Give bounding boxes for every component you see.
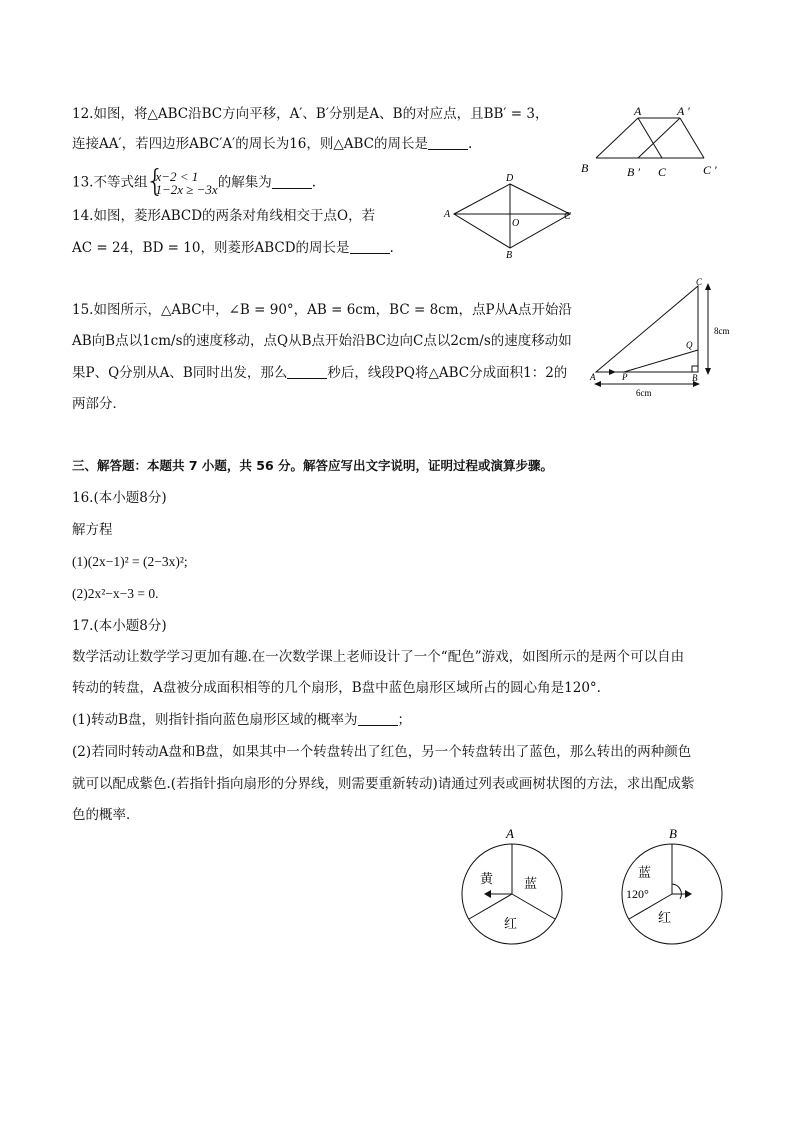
- q12-line2-text: 连接AA′，若四边形ABC′A′的周长为16，则△ABC的周长是: [72, 136, 429, 152]
- q12-line2: [72, 134, 472, 154]
- spinner-b-label: B: [669, 826, 677, 841]
- q17-para1: 数学活动让数学学习更加有趣.在一次数学课上老师设计了一个“配色”游戏，如图所示的是两个可以自由: [72, 649, 685, 665]
- q15-label-Q: Q: [686, 340, 693, 350]
- section-3-heading: 三、解答题：本题共 7 小题，共 56 分。解答应写出文字说明，证明过程或演算步骤。: [72, 458, 554, 473]
- q13-answer-blank[interactable]: [272, 174, 312, 189]
- spinner-a: [458, 824, 570, 948]
- q14-line1: 14.如图，菱形ABCD的两条对角线相交于点O，若: [72, 208, 376, 224]
- q16-title: 16.(本小题8分): [72, 490, 167, 506]
- q15-label-B: B: [692, 373, 698, 383]
- spinner-b: [612, 824, 724, 948]
- q14-answer-blank[interactable]: [350, 239, 390, 254]
- q15-label-A: A: [590, 372, 596, 382]
- spinner-b-sector-blue: 蓝: [638, 865, 652, 880]
- q14-label-O: O: [512, 218, 520, 229]
- q17-sub1-end: ；: [397, 712, 412, 728]
- q16-eq1: (1)(2x−1)² = (2−3x)²;: [72, 554, 188, 569]
- q15-line3-rest: 秒后，线段PQ将△ABC分成面积1：2的: [327, 365, 568, 381]
- q17-sub2-line3: 色的概率．: [72, 807, 140, 823]
- q14-line2: [72, 238, 394, 258]
- q12-label-A-prime: A ′: [677, 104, 690, 118]
- q13-suffix: 的解集为: [217, 174, 272, 191]
- spinner-a-sector-yellow: 黄: [480, 871, 494, 886]
- q12-figure: [578, 104, 728, 180]
- spinner-b-sector-red: 红: [658, 910, 672, 925]
- q16-instruction: 解方程: [72, 522, 113, 538]
- q17-sub1-text: (1)转动B盘，则指针指向蓝色扇形区域的概率为: [72, 712, 358, 728]
- spinner-a-sector-red: 红: [504, 916, 518, 931]
- q14-label-C: C: [564, 211, 571, 222]
- q14-figure: [440, 170, 580, 260]
- q15-line2: AB向B点以1cm/s的速度移动，点Q从B点开始沿BC边向C点以2cm/s的速度移动如: [72, 333, 572, 349]
- q17-sub2-line1: (2)若同时转动A盘和B盘，如果其中一个转盘转出了红色，另一个转盘转出了蓝色，那么转出的两种颜色: [72, 744, 692, 760]
- inequality-2: 1−2x ≥ −3x: [155, 182, 218, 197]
- q15-line1: 15.如图所示，△ABC中，∠B = 90°，AB = 6cm，BC = 8cm，点P从A点开始沿: [72, 302, 572, 318]
- q17-answer-blank[interactable]: [358, 711, 398, 726]
- q12-line2-end: .: [468, 136, 473, 152]
- q14-label-B: B: [506, 250, 513, 260]
- q15-figure: [588, 278, 748, 402]
- q13-end: .: [311, 174, 317, 191]
- q16-eq2: (2)2x²−x−3 = 0.: [72, 586, 159, 601]
- inequality-system: [145, 164, 218, 199]
- brace-icon: {: [145, 164, 165, 199]
- q15-line3-text: 果P、Q分别从A、B同时出发，那么: [72, 365, 288, 381]
- q12-label-A: A: [634, 104, 642, 118]
- q15-label-C: C: [696, 278, 703, 287]
- q15-label-P: P: [622, 372, 628, 382]
- q14-label-D: D: [506, 173, 514, 184]
- q12-label-B-prime: B ′: [627, 165, 640, 179]
- q14-label-A: A: [444, 209, 451, 220]
- q12-label-B: B: [581, 161, 589, 175]
- q12-answer-blank[interactable]: [428, 135, 468, 150]
- q14-line2-end: .: [389, 240, 394, 256]
- q12-line1: 12.如图，将△ABC沿BC方向平移，A′、B′分别是A、B的对应点，且BB′ = 3，: [72, 106, 549, 122]
- inequality-1: x−2 < 1: [155, 169, 199, 184]
- q17-title: 17.(本小题8分): [72, 618, 167, 634]
- q13-line: [72, 164, 317, 199]
- q15-line4: 两部分．: [72, 396, 126, 412]
- q17-para2: 转动的转盘，A盘被分成面积相等的几个扇形，B盘中蓝色扇形区域所占的圆心角是120°.: [72, 680, 601, 696]
- spinner-a-sector-blue: 蓝: [524, 876, 538, 891]
- spinner-a-label: A: [506, 826, 514, 841]
- q17-sub1: [72, 710, 411, 730]
- q12-label-C: C: [658, 165, 667, 179]
- q15-answer-blank[interactable]: [287, 364, 327, 379]
- spinner-b-angle-label: 120°: [626, 887, 649, 901]
- q15-label-ab-length: 6cm: [636, 388, 652, 398]
- q12-label-C-prime: C ′: [703, 163, 717, 177]
- q17-sub2-line2: 就可以配成紫色.(若指针指向扇形的分界线，则需要重新转动)请通过列表或画树状图的方法，求出配成紫: [72, 776, 695, 792]
- q15-label-bc-length: 8cm: [714, 326, 730, 336]
- q14-line2-text: AC = 24，BD = 10，则菱形ABCD的周长是: [72, 240, 350, 256]
- q15-line3: [72, 363, 567, 383]
- q13-prefix: 13.不等式组: [72, 174, 148, 191]
